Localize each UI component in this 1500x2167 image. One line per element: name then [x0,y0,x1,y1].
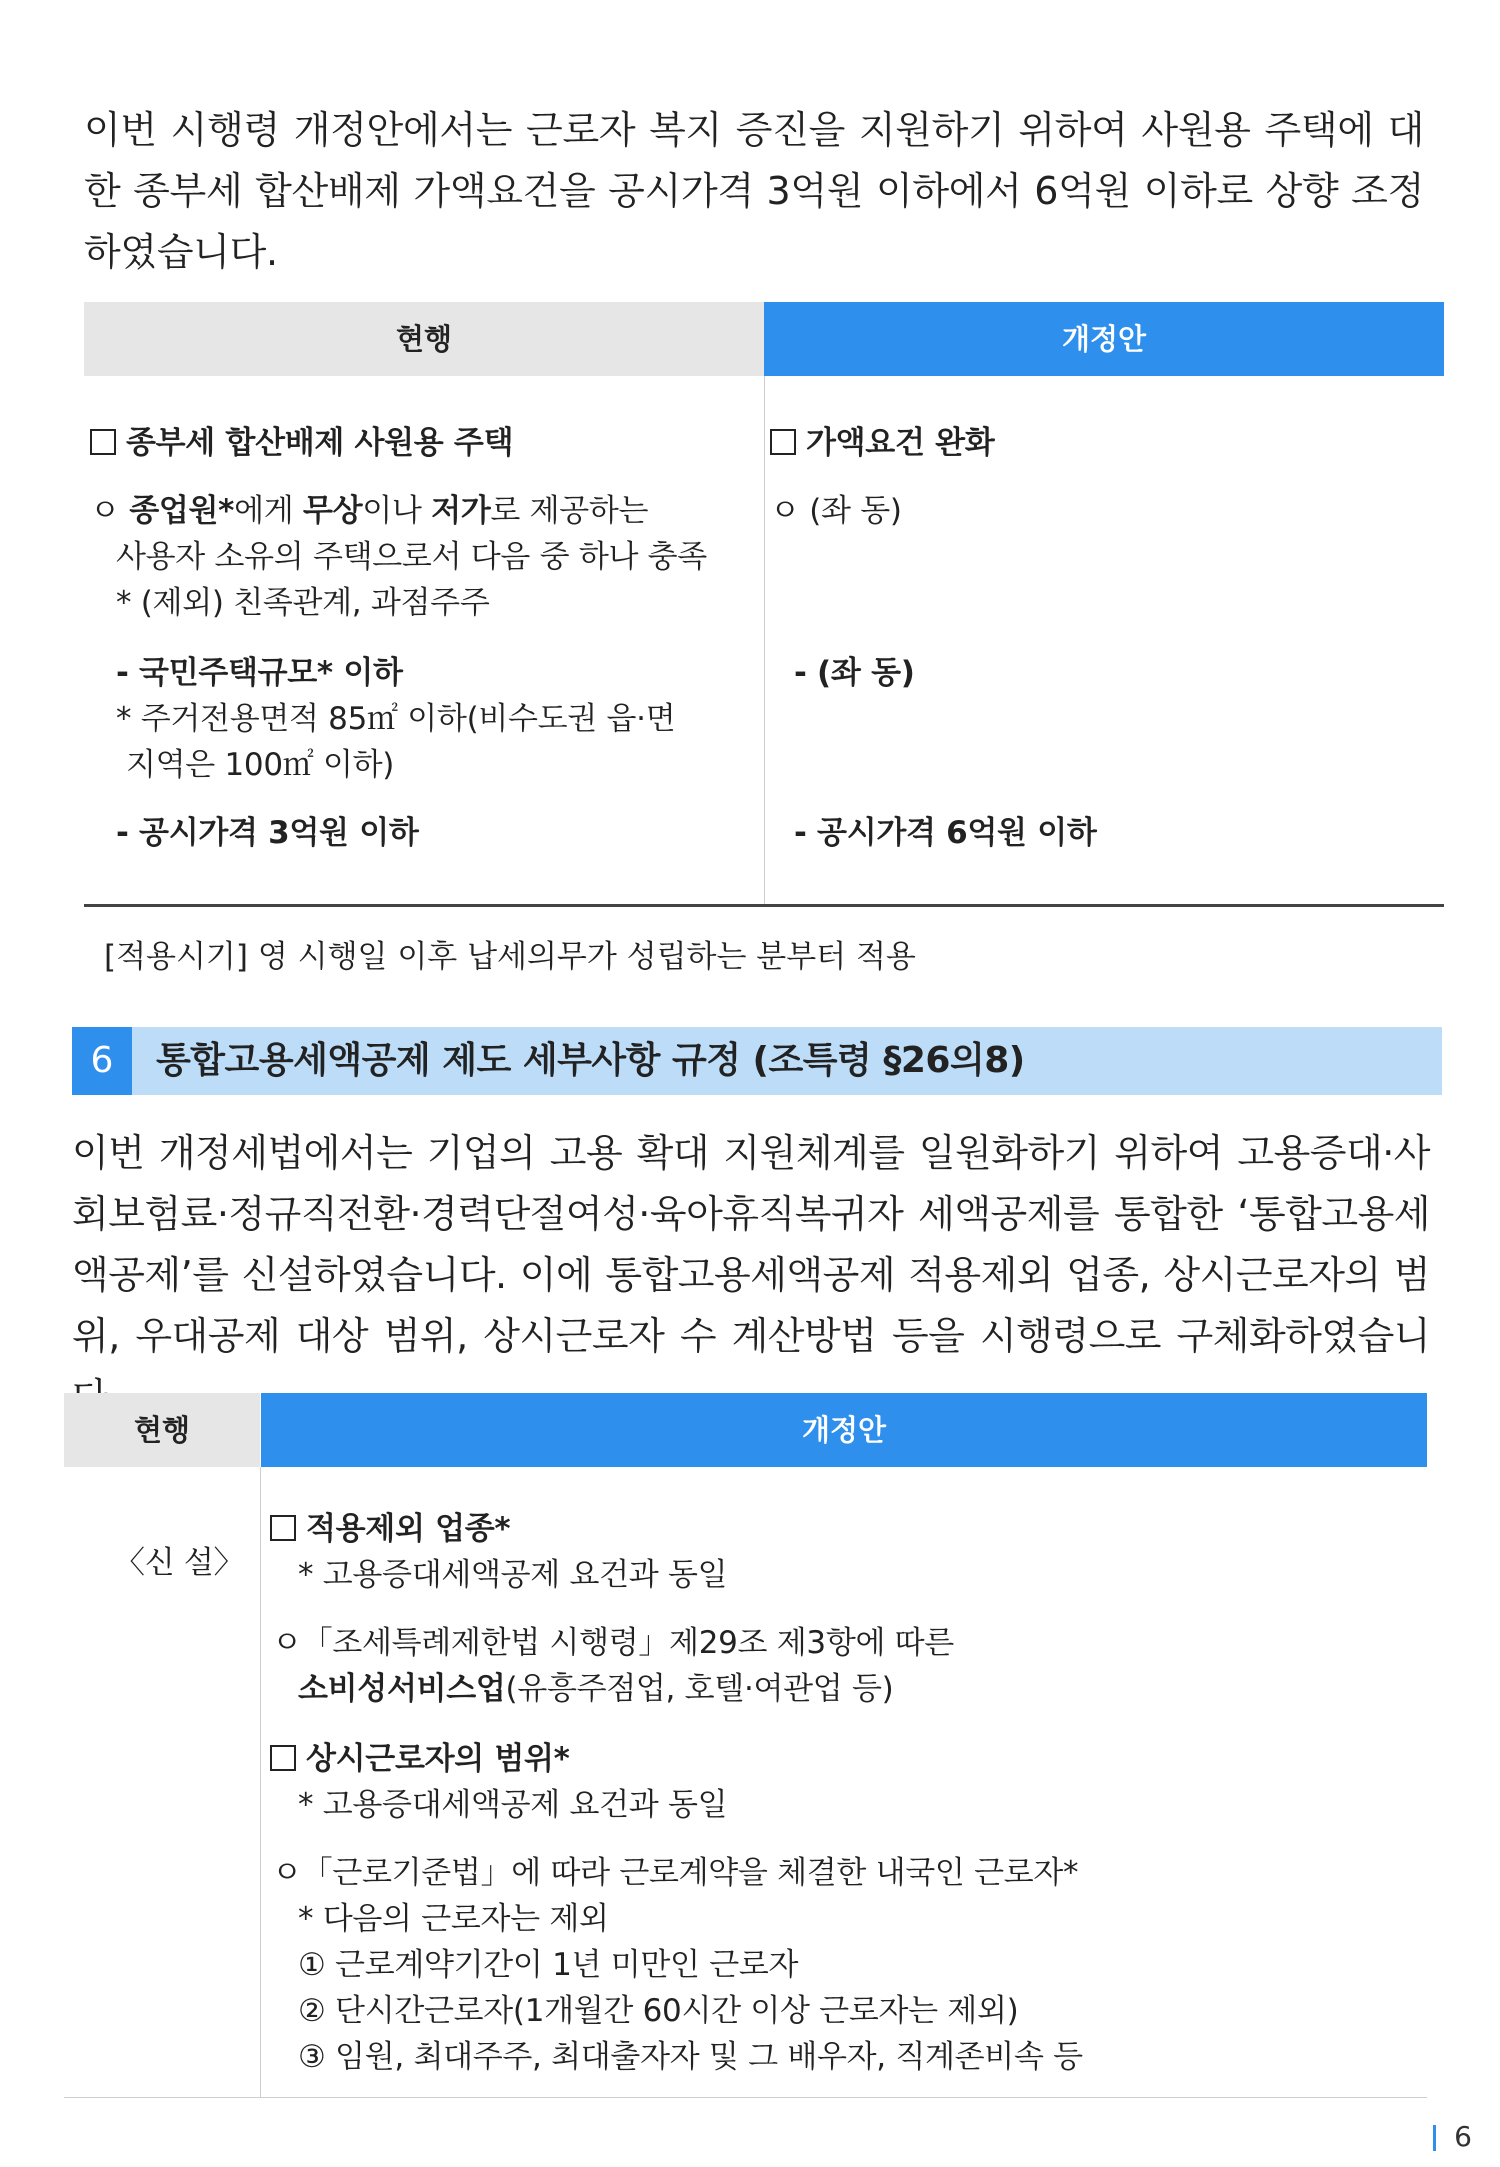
table2-header-current: 현행 [64,1393,260,1467]
checkbox-square-icon [270,1515,296,1541]
page-number: 6 [1454,2120,1472,2153]
checkbox-square-icon [270,1745,296,1771]
section-title: 통합고용세액공제 제도 세부사항 규정 (조특령 §26의8) [156,1040,1025,1081]
section-number: 6 [72,1027,132,1095]
checkbox-square-icon [770,429,796,455]
checkbox-square-icon [90,429,116,455]
table2-item-note-5: ② 단시간근로자(1개월간 60시간 이상 근로자는 제외) [298,1993,1019,2029]
table1-current-sub2: - 공시가격 3억원 이하 [116,815,419,851]
table2-item-line-2: 소비성서비스업(유흥주점업, 호텔·여관업 등) [298,1671,894,1707]
table2-item-note-3: * 다음의 근로자는 제외 [298,1901,609,1937]
page-number-bar [1433,2125,1436,2151]
table2-item-title-2: 상시근로자의 범위* [270,1736,570,1782]
table1-current-sub1: - 국민주택규모* 이하 [116,655,403,691]
table1-current-line2: 사용자 소유의 주택으로서 다음 중 하나 충족 [116,539,707,575]
table2-current-new: 〈신 설〉 [114,1545,245,1581]
table2-item-note-6: ③ 임원, 최대주주, 최대출자자 및 그 배우자, 직계존비속 등 [298,2039,1083,2075]
table1-current-note2a: * 주거전용면적 85㎡ 이하(비수도권 읍·면 [116,701,676,737]
section-header [72,1027,1442,1095]
intro-paragraph: 이번 시행령 개정안에서는 근로자 복지 증진을 지원하기 위하여 사원용 주택에 대한 종부세 합산배제 가액요건을 공시가격 3억원 이하에서 6억원 이하로 상향 조정하였습니다. [84,108,1424,274]
table1-header-current: 현행 [84,302,764,376]
table2-item-line-1: ㅇ「조세특례제한법 시행령」제29조 제3항에 따른 [272,1625,954,1661]
table1-current-note2b: 지역은 100㎡ 이하) [126,747,395,783]
table1-current-note1: * (제외) 친족관계, 과점주주 [116,585,490,621]
application-period-note: [적용시기] 영 시행일 이후 납세의무가 성립하는 분부터 적용 [104,939,916,975]
section-body: 이번 개정세법에서는 기업의 고용 확대 지원체계를 일원화하기 위하여 고용증대·사회보험료·정규직전환·경력단절여성·육아휴직복귀자 세액공제를 통합한 ‘통합고용세액공제’를 신설하였습니다. 이에 통합고용세액공제 적용제외 업종, 상시근로자의 범위, 우대공제 대상 범위, 상시근로자 수 계산방법 등을 시행령으로 구체화하였습니 [72,1131,1430,1358]
table2-header-proposed: 개정안 [261,1393,1427,1467]
table1-proposed-sub1: - (좌 동) [794,655,915,691]
table1-current-line1: ㅇ 종업원*에게 무상이나 저가로 제공하는 [90,493,649,529]
table2-item-note-4: ① 근로계약기간이 1년 미만인 근로자 [298,1947,799,1983]
table2-item-note-2: * 고용증대세액공제 요건과 동일 [298,1787,728,1823]
table2-item-note-1: * 고용증대세액공제 요건과 동일 [298,1557,728,1593]
table2-item-line-3: ㅇ「근로기준법」에 따라 근로계약을 체결한 내국인 근로자* [272,1855,1079,1891]
table1-proposed-sub2: - 공시가격 6억원 이하 [794,815,1097,851]
table1-proposed-title: 가액요건 완화 [770,420,994,466]
table1-proposed-line1: ㅇ (좌 동) [770,493,902,529]
table1-current-title: 종부세 합산배제 사원용 주택 [90,420,513,466]
table2-item-title-1: 적용제외 업종* [270,1506,510,1552]
table1-header-proposed: 개정안 [764,302,1444,376]
